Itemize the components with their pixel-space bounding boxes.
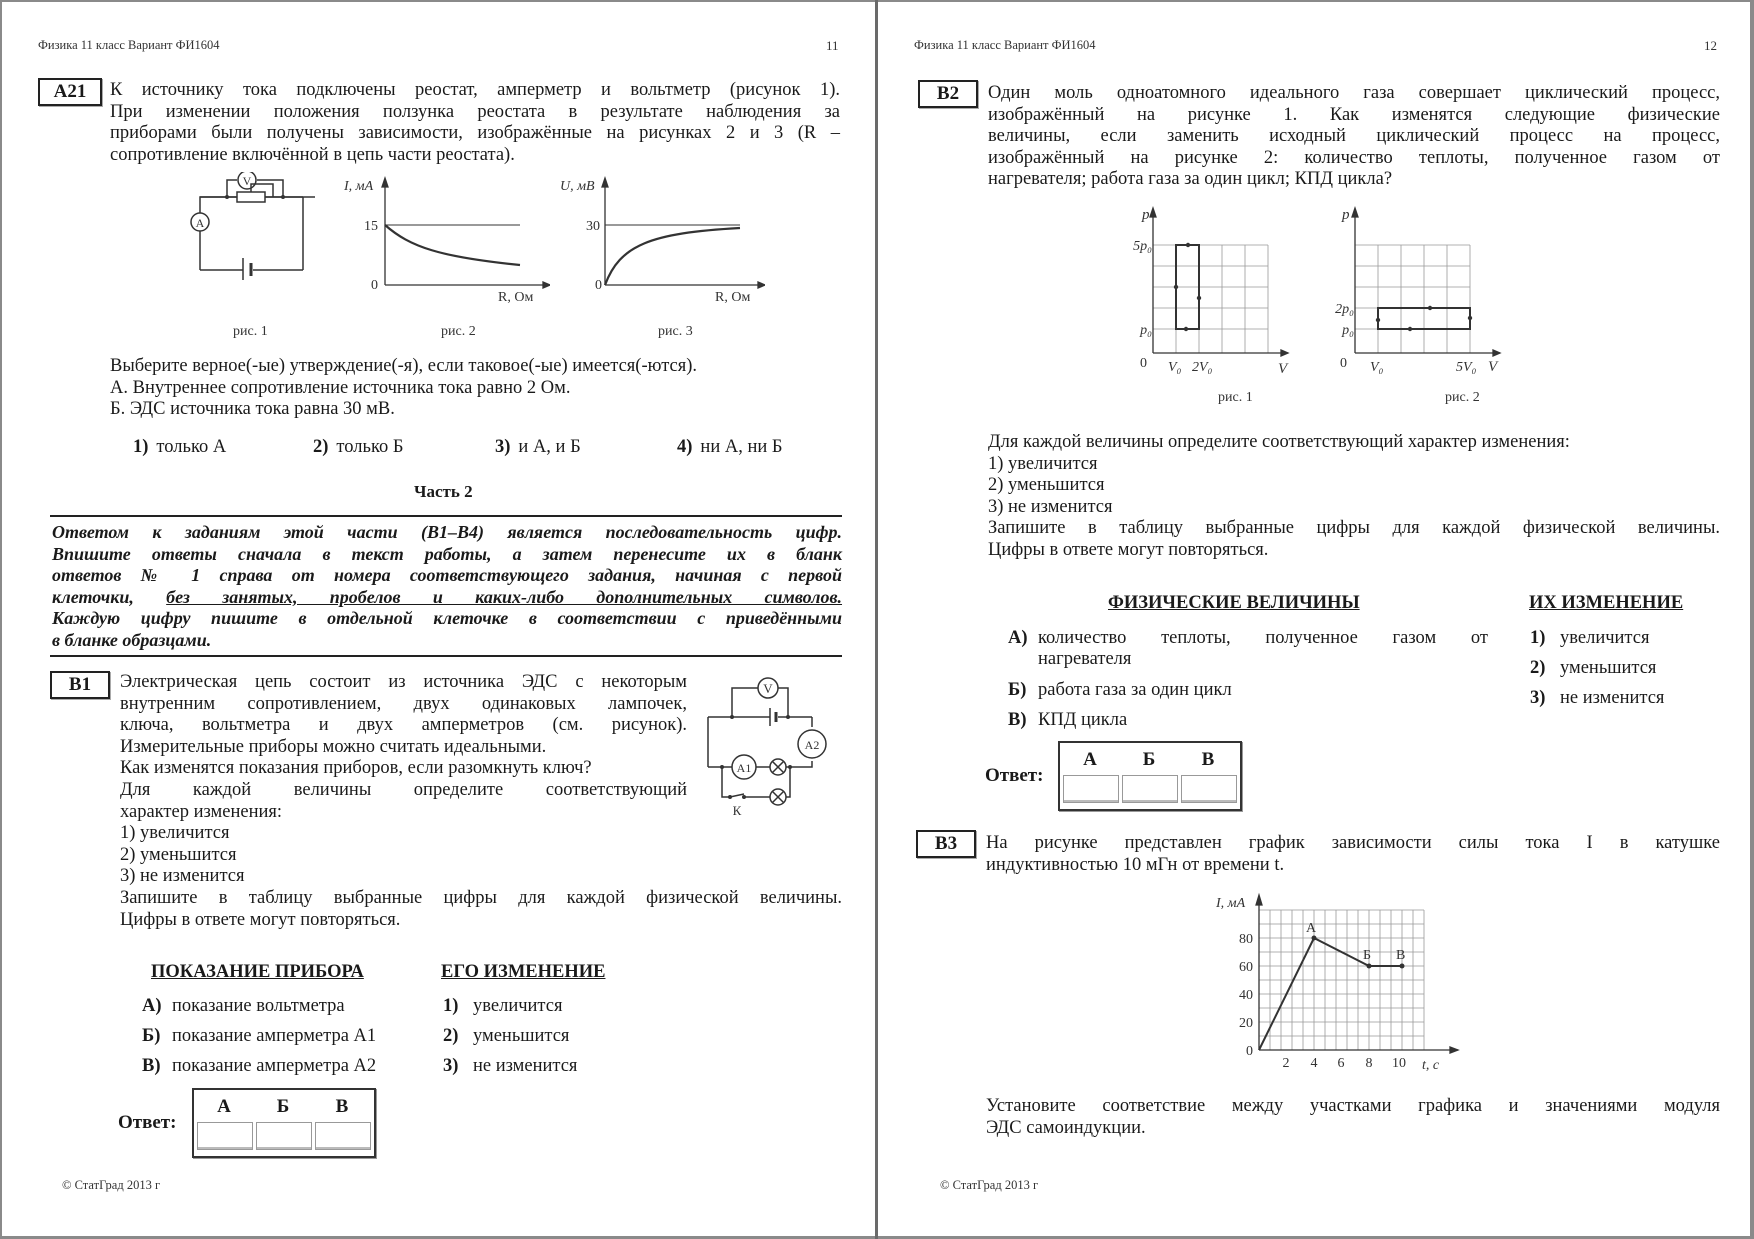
b3-ytick: 0: [1246, 1044, 1253, 1059]
voltmeter-label: V: [242, 174, 252, 188]
b1-quantity-b: [142, 1026, 376, 1047]
change-text: увеличится: [1560, 628, 1650, 648]
b1-ammeter2-label: A2: [804, 738, 820, 752]
b2-fig1-caption: рис. 1: [1218, 390, 1253, 405]
b2-choice: 3) не изменится: [988, 496, 1113, 517]
b1-text-narrow: [120, 672, 687, 888]
b2-fig2-ytick: p₀: [1342, 323, 1354, 338]
a21-statement-a: А. Внутреннее сопротивление источника тока равно 2 Ом.: [110, 377, 571, 398]
b2-fig2-xtick: V₀: [1370, 360, 1384, 375]
b2-line: величины, если заменить исходный циклический процесс на процесс,: [988, 126, 1720, 147]
fig2-xlabel: R, Ом: [498, 290, 534, 305]
b2-instruction-line: Запишите в таблицу выбранные цифры для каждой физической величины.: [988, 518, 1720, 539]
a21-line: сопротивление включённой в цепь части реостата).: [110, 144, 515, 165]
b1-answer-cell-a[interactable]: [197, 1122, 253, 1150]
change-text: уменьшится: [473, 1026, 570, 1046]
quantity-letter: В): [142, 1056, 161, 1076]
task-label-b3: B3: [916, 830, 976, 858]
answer-col-header: Б: [1142, 749, 1156, 770]
b1-line: характер изменения:: [120, 801, 283, 822]
b3-line: Установите соответствие между участками графика и значениями модуля: [986, 1096, 1720, 1116]
quantity-letter: А): [1008, 628, 1028, 648]
instruction-line: Впишите ответы сначала в текст работы, а затем перенесите их в бланк: [52, 543, 842, 564]
a21-line: приборами были получены зависимости, изображённые на рисунках 2 и 3 (R –: [110, 123, 840, 144]
b3-ytick: 80: [1239, 932, 1253, 947]
b1-circuit-diagram: [700, 670, 840, 820]
b2-fig2-ytick: 2p₀: [1335, 302, 1354, 317]
b1-answer-cell-c[interactable]: [315, 1122, 371, 1150]
b3-ylabel: I, мА: [1216, 896, 1246, 911]
b1-line: Цифры в ответе могут повторяться.: [120, 909, 401, 930]
a21-line: К источнику тока подключены реостат, амперметр и вольтметр (рисунок 1).: [110, 80, 840, 100]
b1-line: Измерительные приборы можно считать идеальными.: [120, 736, 547, 757]
a21-fig3-chart: [555, 175, 765, 305]
b1-change-1: [443, 996, 562, 1017]
instruction-line: Каждую цифру пишите в отдельной клеточке в соответствии с приведёнными: [52, 608, 842, 629]
point-label-a: А: [1306, 921, 1317, 936]
b3-xtick: 8: [1365, 1056, 1373, 1071]
b1-col-left-title: ПОКАЗАНИЕ ПРИБОРА: [151, 962, 364, 982]
b2-instruction-line: Цифры в ответе могут повторяться.: [988, 539, 1269, 560]
a21-option-4[interactable]: [677, 437, 783, 458]
fig1-caption: рис. 1: [233, 324, 268, 339]
page-header: Физика 11 класс Вариант ФИ1604: [38, 38, 220, 52]
task-label-a21: A21: [38, 78, 102, 106]
part2-instructions: [52, 522, 842, 652]
b1-choice: 1) увеличится: [120, 823, 230, 844]
instruction-line: ответов № 1 справа от номера соответствующего задания, начиная с первой: [52, 565, 842, 586]
fig3-ylabel: U, мВ: [560, 179, 595, 194]
quantity-text: количество теплоты, полученное газом от: [1038, 628, 1488, 648]
answer-col-header: А: [1083, 749, 1097, 770]
b1-answer-label: Ответ:: [118, 1112, 177, 1133]
b2-fig1-ytick: 5p₀: [1133, 239, 1152, 254]
b1-answer-cell-b[interactable]: [256, 1122, 312, 1150]
a21-option-3[interactable]: [495, 437, 581, 458]
quantity-text: показание амперметра А2: [172, 1056, 377, 1076]
a21-options: [0, 437, 875, 461]
instruction-line: [52, 587, 842, 609]
b1-line: Как изменятся показания приборов, если разомкнуть ключ?: [120, 758, 592, 779]
b2-fig1-ylabel: p: [1142, 207, 1150, 223]
b1-line: Для каждой величины определите соответствующий: [120, 779, 687, 800]
instruction-line: в бланке образцами.: [52, 629, 212, 650]
task-label-b1: B1: [50, 671, 110, 699]
point-label-b: Б: [1363, 948, 1372, 963]
b2-instructions: [988, 432, 1720, 562]
part2-title: Часть 2: [414, 482, 473, 501]
a21-statement-b: Б. ЭДС источника тока равна 30 мВ.: [110, 399, 395, 420]
b2-fig2-origin: 0: [1340, 356, 1347, 371]
b3-xtick: 10: [1392, 1056, 1406, 1071]
quantity-letter: В): [1008, 710, 1027, 730]
b1-text-wide: [120, 888, 842, 931]
point-label-c: В: [1396, 948, 1406, 963]
answer-col-header: В: [1201, 749, 1215, 770]
part2-top-rule: [50, 515, 842, 517]
b1-key-label: К: [732, 803, 742, 818]
b2-fig1-chart: [1128, 205, 1298, 375]
a21-option-1[interactable]: [133, 437, 226, 458]
a21-text: [110, 80, 840, 166]
b3-xlabel: t, с: [1422, 1058, 1440, 1073]
a21-circuit-diagram: [185, 172, 315, 282]
b2-change-2: [1530, 658, 1656, 679]
b1-ammeter1-label: A1: [736, 761, 752, 775]
fig3-origin: 0: [595, 278, 602, 293]
b2-change-1: [1530, 628, 1649, 649]
change-text: уменьшится: [1560, 658, 1657, 678]
a21-option-2[interactable]: [313, 437, 403, 458]
b2-quantity-a: [1008, 628, 1488, 670]
instruction-prefix: клеточки,: [52, 586, 167, 607]
a21-line: При изменении положения ползунка реостата в результате наблюдения за: [110, 101, 840, 122]
fig3-caption: рис. 3: [658, 324, 693, 339]
b2-text: [988, 83, 1720, 191]
change-num: 2): [443, 1026, 459, 1046]
b2-answer-cell-b[interactable]: [1122, 775, 1178, 803]
b2-answer-cell-a[interactable]: [1063, 775, 1119, 803]
b2-answer-cell-c[interactable]: [1181, 775, 1237, 803]
b1-line: Запишите в таблицу выбранные цифры для каждой физической величины.: [120, 888, 842, 908]
option-num: 4): [677, 437, 693, 457]
b3-text: [986, 833, 1720, 876]
option-text: ни А, ни Б: [700, 437, 783, 457]
page-12: [878, 0, 1754, 1239]
b2-fig1-xtick: 2V₀: [1192, 360, 1213, 375]
b3-current-chart: [1210, 885, 1490, 1075]
answer-col-header: А: [217, 1096, 231, 1117]
b2-fig1-xlabel: V: [1278, 361, 1288, 375]
b2-fig1-origin: 0: [1140, 356, 1147, 371]
part2-bottom-rule: [50, 655, 842, 657]
page-number: 12: [1704, 38, 1717, 53]
page-number: 11: [826, 38, 839, 53]
option-num: 1): [133, 437, 149, 457]
b1-line: ключа, вольтметра и двух амперметров (см. рисунок).: [120, 715, 687, 736]
b3-xtick: 4: [1310, 1056, 1318, 1071]
a21-question: [110, 356, 850, 421]
a21-question-text: Выберите верное(-ые) утверждение(-я), если таковое(-ые) имеется(-ются).: [110, 356, 698, 376]
fig2-origin: 0: [371, 278, 378, 293]
page-footer: © СтатГрад 2013 г: [62, 1178, 161, 1192]
b2-fig2-xlabel: V: [1488, 359, 1498, 375]
b2-quantity-c: [1008, 710, 1127, 731]
option-text: только А: [156, 437, 227, 457]
option-text: и А, и Б: [518, 437, 581, 457]
fig2-ylabel: I, мА: [344, 179, 374, 194]
b2-line: Один моль одноатомного идеального газа совершает циклический процесс,: [988, 83, 1720, 103]
b2-fig1-ytick: p₀: [1140, 323, 1152, 338]
fig2-ytick: 15: [364, 219, 378, 234]
b2-fig2-xtick: 5V₀: [1456, 360, 1477, 375]
fig3-xlabel: R, Ом: [715, 290, 751, 305]
b3-closing: [986, 1096, 1720, 1139]
b2-fig1-xtick: V₀: [1168, 360, 1182, 375]
b2-instruction-line: Для каждой величины определите соответствующий характер изменения:: [988, 432, 1570, 452]
change-num: 3): [1530, 688, 1546, 708]
page-footer: © СтатГрад 2013 г: [940, 1178, 1039, 1192]
quantity-text: показание вольтметра: [172, 996, 345, 1016]
b2-answer-label: Ответ:: [985, 765, 1044, 786]
b1-choice: 2) уменьшится: [120, 844, 237, 865]
b3-xtick: 6: [1337, 1056, 1345, 1071]
quantity-letter: Б): [142, 1026, 161, 1046]
ammeter-label: A: [195, 216, 205, 230]
b1-answer-table: [192, 1088, 376, 1158]
b2-line: изображённый на рисунке 1. Как изменятся следующие физические: [988, 104, 1720, 125]
b2-fig2-ylabel: p: [1342, 207, 1350, 223]
b3-line: ЭДС самоиндукции.: [986, 1117, 1146, 1138]
b1-line: Электрическая цепь состоит из источника ЭДС с некоторым: [120, 672, 687, 692]
b1-change-2: [443, 1026, 569, 1047]
b2-choice: 2) уменьшится: [988, 475, 1105, 496]
change-num: 1): [1530, 628, 1546, 648]
answer-col-header: Б: [276, 1096, 290, 1117]
change-num: 2): [1530, 658, 1546, 678]
b2-line: изображённый на рисунке 2: количество теплоты, полученное газом от: [988, 147, 1720, 168]
b2-answer-table: [1058, 741, 1242, 811]
change-num: 1): [443, 996, 459, 1016]
quantity-text: КПД цикла: [1038, 710, 1128, 730]
b3-line: На рисунке представлен график зависимости силы тока I в катушке: [986, 833, 1720, 853]
option-num: 2): [313, 437, 329, 457]
b2-change-3: [1530, 688, 1664, 709]
b1-col-right-title: ЕГО ИЗМЕНЕНИЕ: [441, 962, 606, 982]
quantity-text: работа газа за один цикл: [1038, 680, 1232, 700]
b1-quantity-c: [142, 1056, 376, 1077]
b1-line: внутренним сопротивлением, двух одинаковых лампочек,: [120, 693, 687, 714]
change-text: не изменится: [1560, 688, 1665, 708]
b3-xtick: 2: [1282, 1056, 1290, 1071]
answer-col-header: В: [335, 1096, 349, 1117]
fig2-caption: рис. 2: [441, 324, 476, 339]
change-num: 3): [443, 1056, 459, 1076]
page-header: Физика 11 класс Вариант ФИ1604: [914, 38, 1096, 52]
b2-line: нагревателя; работа газа за один цикл; КПД цикла?: [988, 169, 1393, 190]
b3-ytick: 40: [1239, 988, 1253, 1003]
b2-quantity-b: [1008, 680, 1232, 701]
change-text: увеличится: [473, 996, 563, 1016]
instruction-line: Ответом к заданиям этой части (В1–В4) является последовательность цифр.: [52, 522, 842, 542]
b1-voltmeter-label: V: [763, 681, 773, 696]
b2-choice: 1) увеличится: [988, 453, 1098, 474]
b3-ytick: 20: [1239, 1016, 1253, 1031]
option-num: 3): [495, 437, 511, 457]
a21-fig2-chart: [340, 175, 550, 305]
b3-line: индуктивностью 10 мГн от времени t.: [986, 854, 1285, 875]
quantity-text: показание амперметра А1: [172, 1026, 377, 1046]
task-label-b2: B2: [918, 80, 978, 108]
quantity-letter: А): [142, 996, 162, 1016]
b2-fig2-caption: рис. 2: [1445, 390, 1480, 405]
b2-col-left-title: ФИЗИЧЕСКИЕ ВЕЛИЧИНЫ: [1108, 593, 1360, 613]
change-text: не изменится: [473, 1056, 578, 1076]
option-text: только Б: [336, 437, 404, 457]
b1-change-3: [443, 1056, 577, 1077]
b1-choice: 3) не изменится: [120, 866, 245, 887]
quantity-text: нагревателя: [1038, 649, 1132, 669]
fig3-ytick: 30: [586, 219, 600, 234]
instruction-underlined: без занятых, пробелов и каких-либо дополнительных символов.: [166, 586, 843, 607]
b1-quantity-a: [142, 996, 345, 1017]
b2-fig2-chart: [1330, 205, 1510, 375]
b3-ytick: 60: [1239, 960, 1253, 975]
page-11: [0, 0, 875, 1239]
quantity-letter: Б): [1008, 680, 1027, 700]
b2-col-right-title: ИХ ИЗМЕНЕНИЕ: [1529, 593, 1684, 613]
